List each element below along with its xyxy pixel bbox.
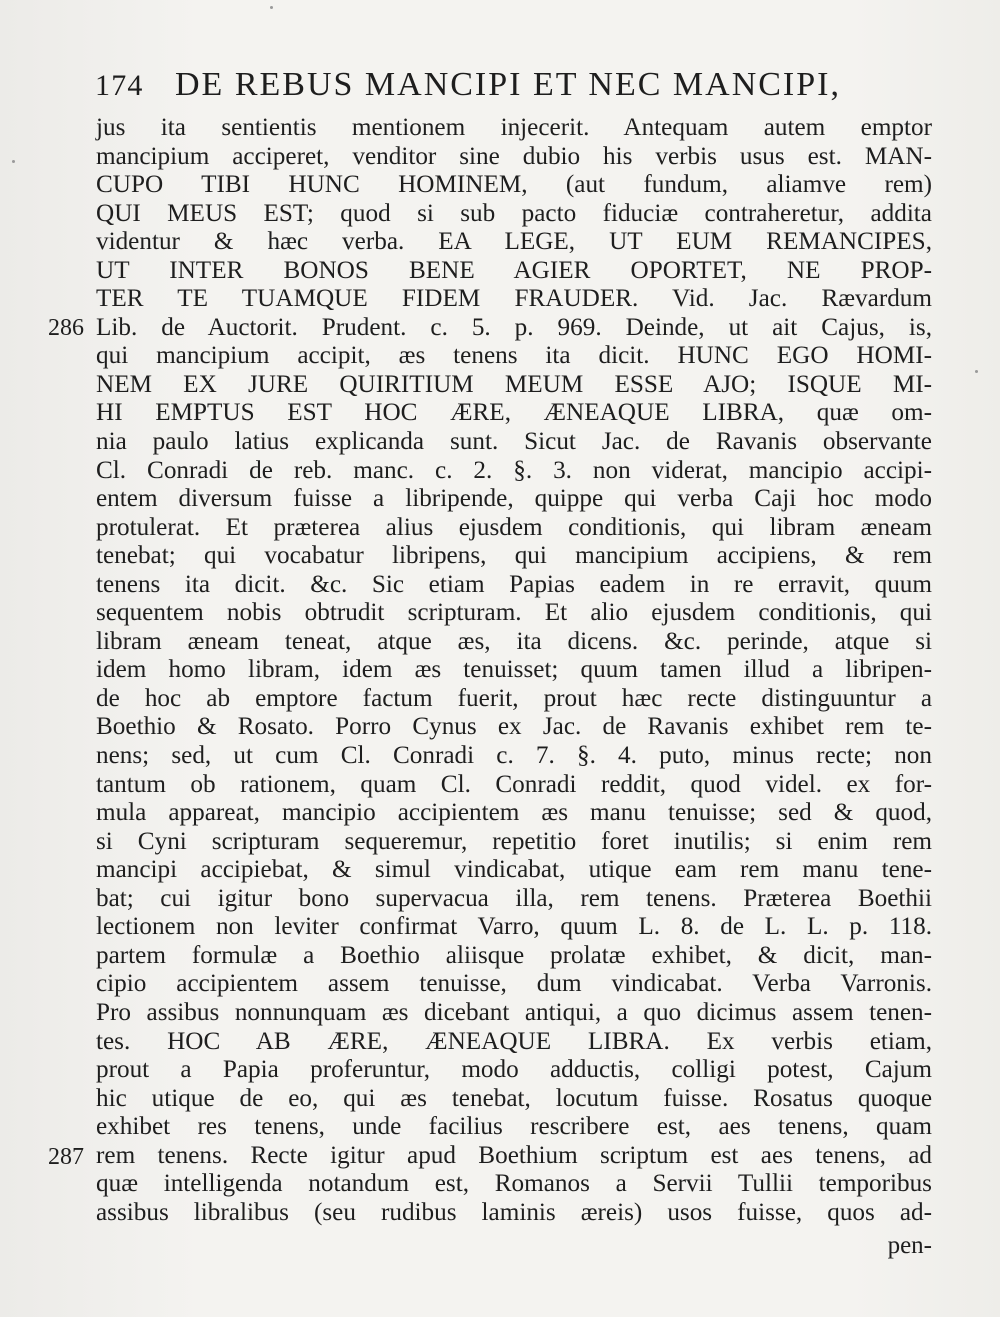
- text-line: qui mancipium accipit, æs tenens ita dicit. HUNC EGO HOMI-: [96, 342, 932, 370]
- text-line: protulerat. Et præterea alius ejusdem conditionis, qui libram æneam: [96, 513, 932, 541]
- catchword: pen-: [887, 1232, 932, 1259]
- text-line: nia paulo latius explicanda sunt. Sicut Jac. de Ravanis observante: [96, 428, 932, 456]
- text-line: tes. HOC AB ÆRE, ÆNEAQUE LIBRA. Ex verbis etiam,: [96, 1027, 932, 1055]
- text-line: mancipi accipiebat, & simul vindicabat, utique eam rem manu tene-: [96, 856, 932, 884]
- text-line: idem homo libram, idem æs tenuisset; quum tamen illud a libripen-: [96, 656, 932, 684]
- text-line: entem diversum fuisse a libripende, quippe qui verba Caji hoc modo: [96, 485, 932, 513]
- body-text: [96, 114, 932, 1227]
- text-line: libram æneam teneat, atque æs, ita dicens. &c. perinde, atque si: [96, 627, 932, 655]
- text-line: quæ intelligenda notandum est, Romanos a Servii Tullii temporibus: [96, 1170, 932, 1198]
- page-speck: [12, 160, 15, 163]
- text-line: lectionem non leviter confirmat Varro, quum L. 8. de L. L. p. 118.: [96, 913, 932, 941]
- page-title: DE REBUS MANCIPI ET NEC MANCIPI,: [175, 66, 841, 103]
- margin-note-286: 286: [48, 315, 84, 341]
- text-line: assibus libralibus (seu rudibus laminis æreis) usos fuisse, quos ad-: [96, 1198, 932, 1226]
- text-line: tenens ita dicit. &c. Sic etiam Papias eadem in re erravit, quum: [96, 570, 932, 598]
- text-line: sequentem nobis obtrudit scripturam. Et alio ejusdem conditionis, qui: [96, 599, 932, 627]
- text-line: exhibet res tenens, unde facilius rescribere est, aes tenens, quam: [96, 1113, 932, 1141]
- text-line: UT INTER BONOS BENE AGIER OPORTET, NE PROP-: [96, 256, 932, 284]
- text-line: videntur & hæc verba. EA LEGE, UT EUM REMANCIPES,: [96, 228, 932, 256]
- text-line: TER TE TUAMQUE FIDEM FRAUDER. Vid. Jac. Rævardum: [96, 285, 932, 313]
- text-line: tantum ob rationem, quam Cl. Conradi reddit, quod videl. ex for-: [96, 770, 932, 798]
- text-line: hic utique de eo, qui æs tenebat, locutum fuisse. Rosatus quoque: [96, 1084, 932, 1112]
- text-line: si Cyni scripturam sequeremur, repetitio foret inutilis; si enim rem: [96, 827, 932, 855]
- text-line: CUPO TIBI HUNC HOMINEM, (aut fundum, aliamve rem): [96, 171, 932, 199]
- text-line: tenebat; qui vocabatur libripens, qui mancipium accipiens, & rem: [96, 542, 932, 570]
- text-line: Pro assibus nonnunquam æs dicebant antiqui, a quo dicimus assem tenen-: [96, 998, 932, 1026]
- text-line: Boethio & Rosato. Porro Cynus ex Jac. de Ravanis exhibet rem te-: [96, 713, 932, 741]
- text-line: HI EMPTUS EST HOC ÆRE, ÆNEAQUE LIBRA, quæ om-: [96, 399, 932, 427]
- text-line: partem formulæ a Boethio aliisque prolatæ exhibet, & dicit, man-: [96, 941, 932, 969]
- text-line: QUI MEUS EST; quod si sub pacto fiduciæ contraheretur, addita: [96, 199, 932, 227]
- text-line: NEM EX JURE QUIRITIUM MEUM ESSE AJO; ISQUE MI-: [96, 370, 932, 398]
- text-line: prout a Papia proferuntur, modo adductis, colligi potest, Cajum: [96, 1056, 932, 1084]
- text-line: cipio accipientem assem tenuisse, dum vindicabat. Verba Varronis.: [96, 970, 932, 998]
- text-line: de hoc ab emptore factum fuerit, prout hæc recte distinguuntur a: [96, 684, 932, 712]
- text-line: Cl. Conradi de reb. manc. c. 2. §. 3. non viderat, mancipio accipi-: [96, 456, 932, 484]
- page-speck: [975, 370, 978, 373]
- page-number: 174: [95, 69, 144, 102]
- text-line: Lib. de Auctorit. Prudent. c. 5. p. 969. Deinde, ut ait Cajus, is,: [96, 313, 932, 341]
- margin-note-287: 287: [48, 1144, 84, 1170]
- page-speck: [270, 6, 273, 9]
- text-line: mancipium acciperet, venditor sine dubio his verbis usus est. MAN-: [96, 142, 932, 170]
- text-line: bat; cui igitur bono supervacua illa, rem tenens. Præterea Boethii: [96, 884, 932, 912]
- text-line: jus ita sentientis mentionem injecerit. Antequam autem emptor: [96, 114, 932, 141]
- running-head: [95, 66, 935, 110]
- text-line: rem tenens. Recte igitur apud Boethium scriptum est aes tenens, ad: [96, 1141, 932, 1169]
- text-line: mula appareat, mancipio accipientem æs manu tenuisse; sed & quod,: [96, 799, 932, 827]
- text-line: nens; sed, ut cum Cl. Conradi c. 7. §. 4. puto, minus recte; non: [96, 742, 932, 770]
